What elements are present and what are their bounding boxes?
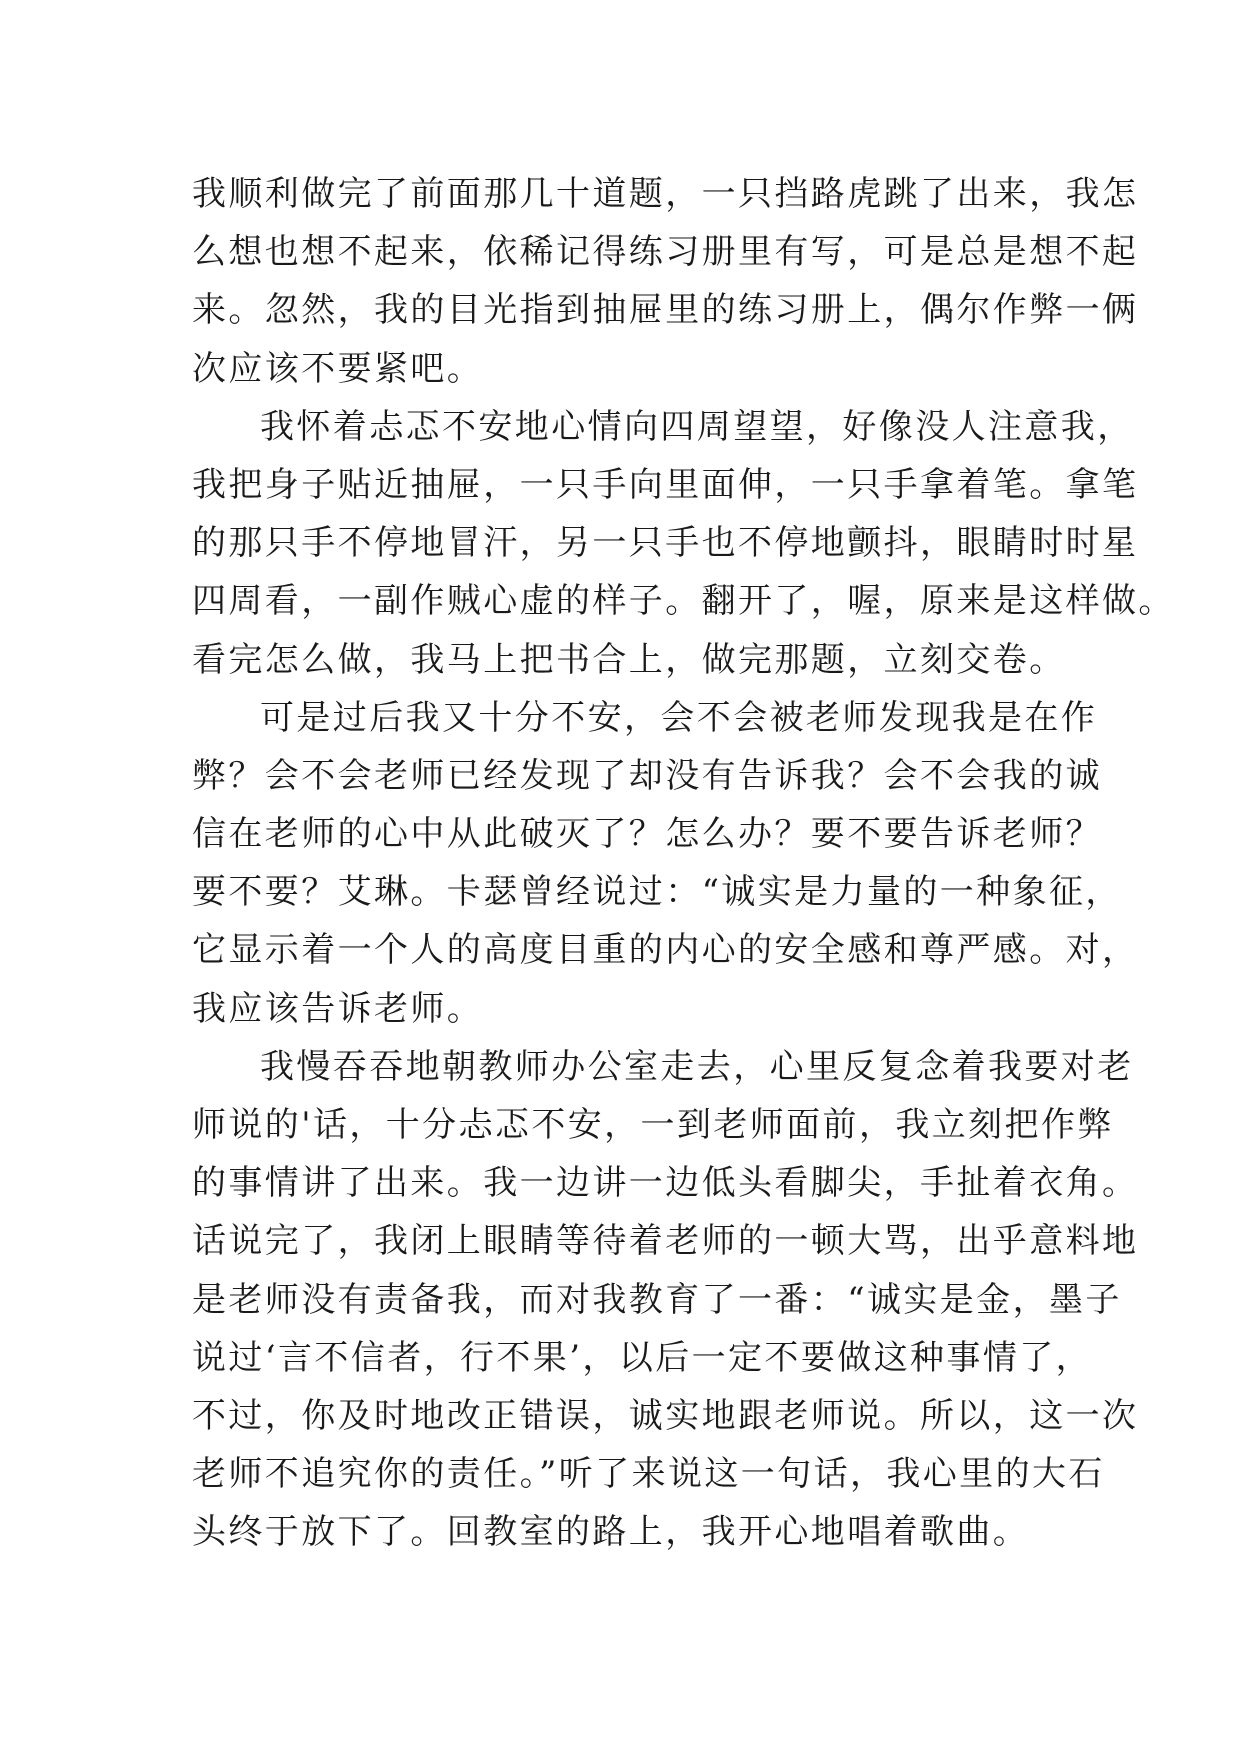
text-line: 话说完了，我闭上眼睛等待着老师的一顿大骂，出乎意料地 <box>192 1221 1139 1262</box>
text-line: 师说的'话，十分忐忑不安，一到老师面前，我立刻把作弊 <box>192 1105 1114 1145</box>
text-line: 老师不追究你的责任。”听了来说这一句话，我心里的大石 <box>192 1454 1105 1495</box>
paragraph-2 <box>192 398 1175 689</box>
text-line: 说过‘言不信者，行不果’，以后一定不要做这种事情了， <box>192 1337 1093 1378</box>
text-line: 么想也想不起来，依稀记得练习册里有写，可是总是想不起 <box>192 232 1139 273</box>
text-line: 的事情讲了出来。我一边讲一边低头看脚尖，手扯着衣角。 <box>192 1163 1139 1204</box>
paragraph-3 <box>192 689 1139 1038</box>
paragraph-1 <box>192 165 1139 398</box>
paragraph-4 <box>192 1038 1139 1562</box>
text-line: 要不要？艾琳。卡瑟曾经说过：“诚实是力量的一种象征， <box>192 872 1122 913</box>
document-body <box>192 165 1175 1562</box>
text-line: 看完怎么做，我马上把书合上，做完那题，立刻交卷。 <box>192 639 1066 680</box>
text-line: 次应该不要紧吧。 <box>192 348 484 389</box>
text-line: 它显示着一个人的高度目重的内心的安全感和尊严感。对， <box>192 930 1139 971</box>
text-line: 我顺利做完了前面那几十道题，一只挡路虎跳了出来，我怎 <box>192 174 1139 214</box>
text-line: 头终于放下了。回教室的路上，我开心地唱着歌曲。 <box>192 1512 1030 1553</box>
text-line: 我慢吞吞地朝教师办公室走去，心里反复念着我要对老 <box>260 1046 1134 1087</box>
text-line: 不过，你及时地改正错误，诚实地跟老师说。所以，这一次 <box>192 1395 1139 1436</box>
text-line: 信在老师的心中从此破灭了？怎么办？要不要告诉老师？ <box>192 814 1102 855</box>
text-line: 我怀着忐忑不安地心情向四周望望，好像没人注意我， <box>260 406 1134 447</box>
text-line: 弊？会不会老师已经发现了却没有告诉我？会不会我的诚 <box>192 755 1102 796</box>
text-line: 的那只手不停地冒汗，另一只手也不停地颤抖，眼睛时时星 <box>192 523 1139 564</box>
text-line: 是老师没有责备我，而对我教育了一番：“诚实是金，墨子 <box>192 1279 1122 1320</box>
text-line: 来。忽然，我的目光指到抽屉里的练习册上，偶尔作弊一俩 <box>192 290 1139 331</box>
text-line: 可是过后我又十分不安，会不会被老师发现我是在作 <box>260 697 1098 738</box>
text-line: 四周看，一副作贼心虚的样子。翻开了，喔，原来是这样做。 <box>192 581 1175 622</box>
text-line: 我应该告诉老师。 <box>192 988 484 1029</box>
text-line: 我把身子贴近抽屉，一只手向里面伸，一只手拿着笔。拿笔 <box>192 464 1139 505</box>
